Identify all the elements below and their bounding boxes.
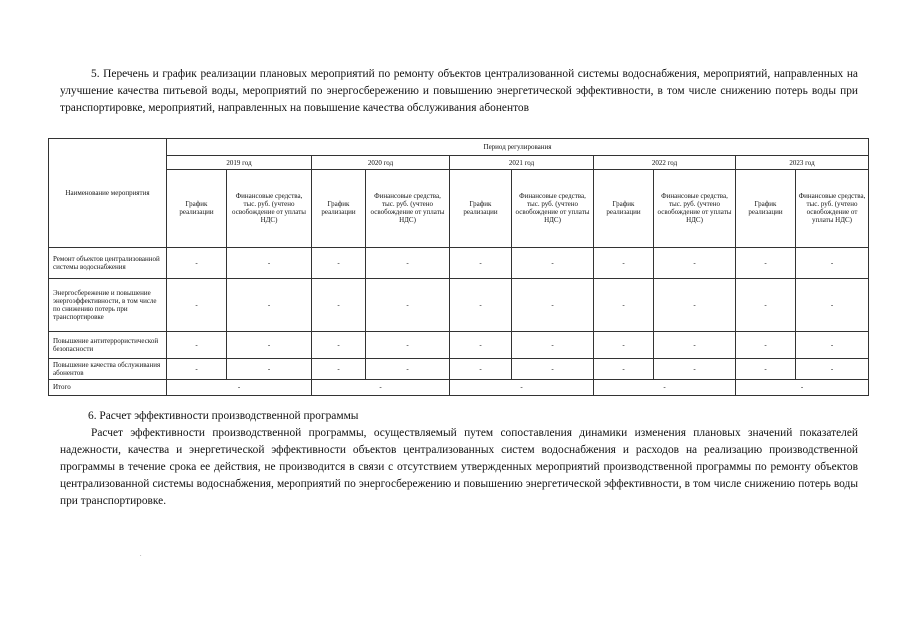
year-header: 2021 год	[450, 156, 594, 169]
table-cell: -	[796, 278, 869, 331]
table-cell: -	[366, 247, 450, 278]
finance-subheader: Финансовые средства, тыс. руб. (учтено освобождение от уплаты НДС)	[796, 169, 869, 247]
table-cell: -	[167, 278, 227, 331]
table-cell: -	[512, 278, 594, 331]
table-row	[49, 332, 869, 359]
table-cell: -	[796, 247, 869, 278]
table-row	[49, 247, 869, 278]
section-6-title: 6. Расчет эффективности производственной программы	[88, 410, 359, 422]
table-cell: -	[450, 332, 512, 359]
table-cell: -	[227, 358, 312, 379]
total-cell: -	[312, 379, 450, 396]
table-cell: -	[654, 358, 736, 379]
table-cell: -	[227, 247, 312, 278]
table-cell: -	[654, 278, 736, 331]
table-cell: -	[167, 358, 227, 379]
table-cell: -	[312, 332, 366, 359]
year-header: 2022 год	[594, 156, 736, 169]
activity-name: Энергосбережение и повышение энергоэффективности, в том числе по снижению потерь при транспортировке	[49, 278, 167, 331]
table-cell: -	[512, 332, 594, 359]
table-cell: -	[312, 278, 366, 331]
table-cell: -	[366, 358, 450, 379]
table-cell: -	[167, 332, 227, 359]
activity-name: Повышение антитеррористической безопасности	[49, 332, 167, 359]
table-cell: -	[167, 247, 227, 278]
table-cell: -	[450, 278, 512, 331]
total-cell: -	[167, 379, 312, 396]
table-cell: -	[654, 247, 736, 278]
table-cell: -	[654, 332, 736, 359]
table-cell: -	[736, 332, 796, 359]
table-cell: -	[594, 247, 654, 278]
finance-subheader: Финансовые средства, тыс. руб. (учтено освобождение от уплаты НДС)	[512, 169, 594, 247]
table-cell: -	[312, 247, 366, 278]
total-cell: -	[594, 379, 736, 396]
table-cell: -	[594, 332, 654, 359]
stray-mark: .	[140, 552, 142, 558]
section-6-body: Расчет эффективности производственной программы, осуществляемый путем сопоставления динамики изменения плановых значений показателей надежности, качества и энергетической эффективности объектов централизованных систем водоснабжения и расходов на реализацию производственной программы в течение срока ее действия, не производится в связи с отсутствием утвержденных мероприятий производственной программы по ремонту объектов централизованной системы водоснабжения, мероприятий по энергосбережению и повышению энергетической эффективности, в том числе снижению потерь воды при транспортировке.	[60, 427, 858, 507]
table-cell: -	[450, 247, 512, 278]
total-row	[49, 379, 869, 396]
table-row	[49, 278, 869, 331]
schedule-subheader: График реализации	[450, 169, 512, 247]
schedule-subheader: График реализации	[594, 169, 654, 247]
table-cell: -	[366, 278, 450, 331]
table-cell: -	[512, 247, 594, 278]
year-header: 2023 год	[736, 156, 869, 169]
period-header: Период регулирования	[167, 139, 869, 156]
year-header: 2020 год	[312, 156, 450, 169]
table-cell: -	[736, 358, 796, 379]
table-cell: -	[450, 358, 512, 379]
schedule-subheader: График реализации	[312, 169, 366, 247]
table-cell: -	[512, 358, 594, 379]
table-cell: -	[796, 332, 869, 359]
finance-subheader: Финансовые средства, тыс. руб. (учтено освобождение от уплаты НДС)	[654, 169, 736, 247]
table-cell: -	[736, 278, 796, 331]
year-header: 2019 год	[167, 156, 312, 169]
table-cell: -	[366, 332, 450, 359]
finance-subheader: Финансовые средства, тыс. руб. (учтено освобождение от уплаты НДС)	[366, 169, 450, 247]
table-cell: -	[594, 278, 654, 331]
total-cell: -	[450, 379, 594, 396]
table-cell: -	[594, 358, 654, 379]
schedule-subheader: График реализации	[167, 169, 227, 247]
table-row	[49, 358, 869, 379]
total-label: Итого	[49, 379, 167, 396]
section-5-heading: 5. Перечень и график реализации плановых мероприятий по ремонту объектов централизованной системы водоснабжения, мероприятий, направленных на улучшение качества питьевой воды, мероприятий по энергосбережению и повышению энергетической эффективности, в том числе снижению потерь воды при транспортировке, мероприятий, направленных на повышение качества обслуживания абонентов	[60, 68, 858, 114]
table-cell: -	[227, 278, 312, 331]
table-cell: -	[312, 358, 366, 379]
table-cell: -	[796, 358, 869, 379]
table-cell: -	[736, 247, 796, 278]
activity-name: Повышение качества обслуживания абонентов	[49, 358, 167, 379]
finance-subheader: Финансовые средства, тыс. руб. (учтено освобождение от уплаты НДС)	[227, 169, 312, 247]
activities-schedule-table	[48, 138, 869, 396]
total-cell: -	[736, 379, 869, 396]
activity-name-header: Наименование мероприятия	[49, 139, 167, 248]
activity-name: Ремонт объектов централизованной системы водоснабжения	[49, 247, 167, 278]
schedule-subheader: График реализации	[736, 169, 796, 247]
table-cell: -	[227, 332, 312, 359]
